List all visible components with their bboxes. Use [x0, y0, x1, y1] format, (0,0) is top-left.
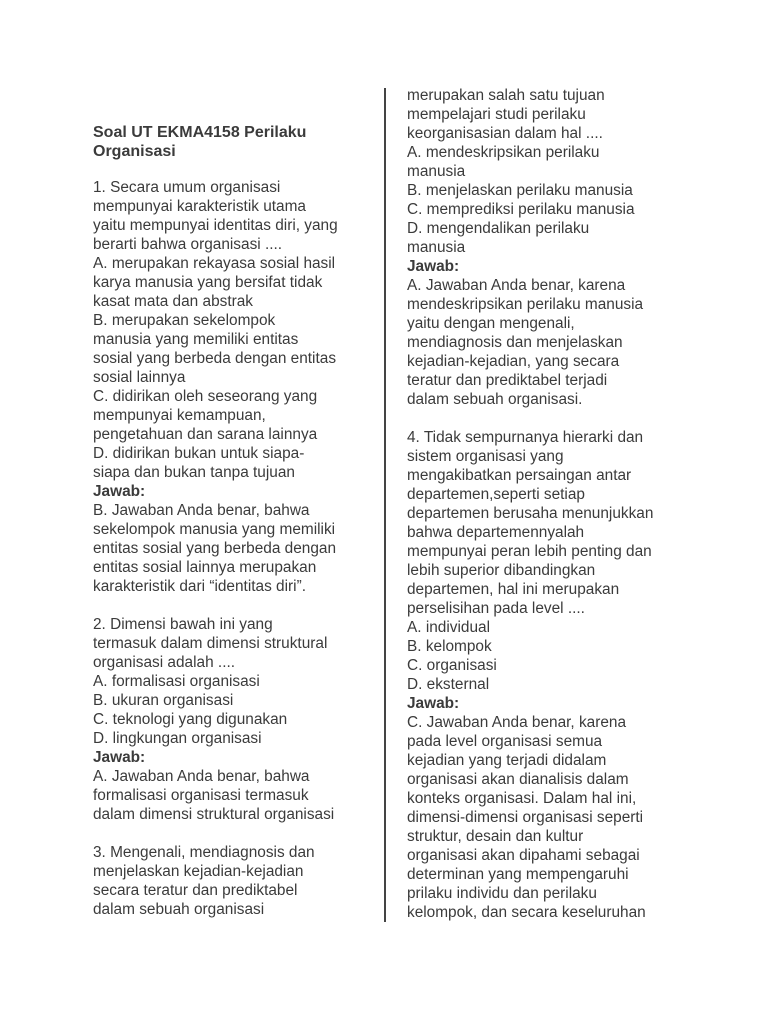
question-text-line: 4. Tidak sempurnanya hierarki dan — [407, 429, 644, 446]
option-line: B. kelompok — [407, 638, 492, 655]
question-text-line: organisasi adalah .... — [93, 654, 236, 671]
question-text-line: merupakan salah satu tujuan — [407, 87, 605, 104]
answer-line: konteks organisasi. Dalam hal ini, — [407, 790, 637, 807]
question-text-line: dalam sebuah organisasi — [93, 901, 265, 918]
option-line: C. teknologi yang digunakan — [93, 711, 288, 728]
answer-line: mendeskripsikan perilaku manusia — [407, 296, 644, 313]
option-line: mempunyai kemampuan, — [93, 407, 266, 424]
answer-line: C. Jawaban Anda benar, karena — [407, 714, 627, 731]
answer-line: prilaku individu dan perilaku — [407, 885, 597, 902]
answer-line: dimensi-dimensi organisasi seperti — [407, 809, 644, 826]
option-line: siapa dan bukan tanpa tujuan — [93, 464, 295, 481]
answer-line: entitas sosial yang berbeda dengan — [93, 540, 337, 557]
question-text-line: lebih superior dibandingkan — [407, 562, 596, 579]
question-text-line: termasuk dalam dimensi struktural — [93, 635, 328, 652]
question-text-line: departemen berusaha menunjukkan — [407, 505, 654, 522]
question-text-line: berarti bahwa organisasi .... — [93, 236, 283, 253]
question-text-line: mempelajari studi perilaku — [407, 106, 586, 123]
question-text-line: departemen,seperti setiap — [407, 486, 585, 503]
title-line: Soal UT EKMA4158 Perilaku — [93, 124, 307, 141]
question-text-line: mengakibatkan persaingan antar — [407, 467, 632, 484]
answer-label: Jawab: — [93, 483, 146, 500]
answer-line: A. Jawaban Anda benar, bahwa — [93, 768, 310, 785]
question-text-line: 2. Dimensi bawah ini yang — [93, 616, 273, 633]
option-line: A. mendeskripsikan perilaku — [407, 144, 600, 161]
question-1 — [93, 178, 369, 596]
option-line: D. didirikan bukan untuk siapa- — [93, 445, 305, 462]
right-column — [407, 0, 687, 922]
question-text-line: 3. Mengenali, mendiagnosis dan — [93, 844, 315, 861]
option-line: D. eksternal — [407, 676, 490, 693]
question-text-line: mempunyai karakteristik utama — [93, 198, 306, 215]
option-line: C. memprediksi perilaku manusia — [407, 201, 635, 218]
option-line: sosial yang berbeda dengan entitas — [93, 350, 337, 367]
option-line: sosial lainnya — [93, 369, 186, 386]
option-line: manusia — [407, 239, 466, 256]
question-3-start — [93, 843, 369, 919]
answer-line: determinan yang mempengaruhi — [407, 866, 629, 883]
option-line: A. merupakan rekayasa sosial hasil — [93, 255, 336, 272]
question-3-continued — [407, 86, 687, 409]
answer-label: Jawab: — [407, 258, 460, 275]
question-text-line: menjelaskan kejadian-kejadian — [93, 863, 304, 880]
answer-line: kelompok, dan secara keseluruhan — [407, 904, 646, 921]
answer-line: B. Jawaban Anda benar, bahwa — [93, 502, 310, 519]
option-line: A. formalisasi organisasi — [93, 673, 260, 690]
answer-line: entitas sosial lainnya merupakan — [93, 559, 317, 576]
title-line: Organisasi — [93, 143, 176, 160]
option-line: C. didirikan oleh seseorang yang — [93, 388, 318, 405]
answer-line: karakteristik dari “identitas diri”. — [93, 578, 306, 595]
column-divider — [384, 88, 386, 922]
question-text-line: keorganisasian dalam hal .... — [407, 125, 603, 142]
option-line: kasat mata dan abstrak — [93, 293, 253, 310]
answer-line: pada level organisasi semua — [407, 733, 603, 750]
question-text-line: mempunyai peran lebih penting dan — [407, 543, 652, 560]
answer-line: struktur, desain dan kultur — [407, 828, 584, 845]
answer-line: dalam dimensi struktural organisasi — [93, 806, 335, 823]
answer-line: mendiagnosis dan menjelaskan — [407, 334, 623, 351]
option-line: manusia yang memiliki entitas — [93, 331, 299, 348]
answer-line: organisasi akan dipahami sebagai — [407, 847, 640, 864]
question-text-line: secara teratur dan prediktabel — [93, 882, 298, 899]
question-2 — [93, 615, 369, 824]
answer-line: A. Jawaban Anda benar, karena — [407, 277, 626, 294]
answer-line: sekelompok manusia yang memiliki — [93, 521, 336, 538]
answer-line: dalam sebuah organisasi. — [407, 391, 583, 408]
answer-line: formalisasi organisasi termasuk — [93, 787, 309, 804]
option-line: B. merupakan sekelompok — [93, 312, 276, 329]
question-text-line: departemen, hal ini merupakan — [407, 581, 620, 598]
answer-line: kejadian yang terjadi didalam — [407, 752, 607, 769]
question-text-line: bahwa departemennyalah — [407, 524, 585, 541]
option-line: karya manusia yang bersifat tidak — [93, 274, 323, 291]
question-text-line: perselisihan pada level .... — [407, 600, 585, 617]
option-line: pengetahuan dan sarana lainnya — [93, 426, 318, 443]
question-text-line: 1. Secara umum organisasi — [93, 179, 281, 196]
question-text-line: sistem organisasi yang — [407, 448, 564, 465]
option-line: A. individual — [407, 619, 490, 636]
option-line: manusia — [407, 163, 466, 180]
option-line: B. ukuran organisasi — [93, 692, 234, 709]
option-line: D. lingkungan organisasi — [93, 730, 262, 747]
answer-line: yaitu dengan mengenali, — [407, 315, 575, 332]
option-line: C. organisasi — [407, 657, 497, 674]
left-column — [93, 0, 369, 919]
question-text-line: yaitu mempunyai identitas diri, yang — [93, 217, 338, 234]
document-title — [93, 123, 369, 161]
question-4 — [407, 428, 687, 922]
answer-line: kejadian-kejadian, yang secara — [407, 353, 620, 370]
answer-line: organisasi akan dianalisis dalam — [407, 771, 629, 788]
answer-label: Jawab: — [407, 695, 460, 712]
option-line: B. menjelaskan perilaku manusia — [407, 182, 633, 199]
option-line: D. mengendalikan perilaku — [407, 220, 590, 237]
answer-label: Jawab: — [93, 749, 146, 766]
answer-line: teratur dan prediktabel terjadi — [407, 372, 608, 389]
